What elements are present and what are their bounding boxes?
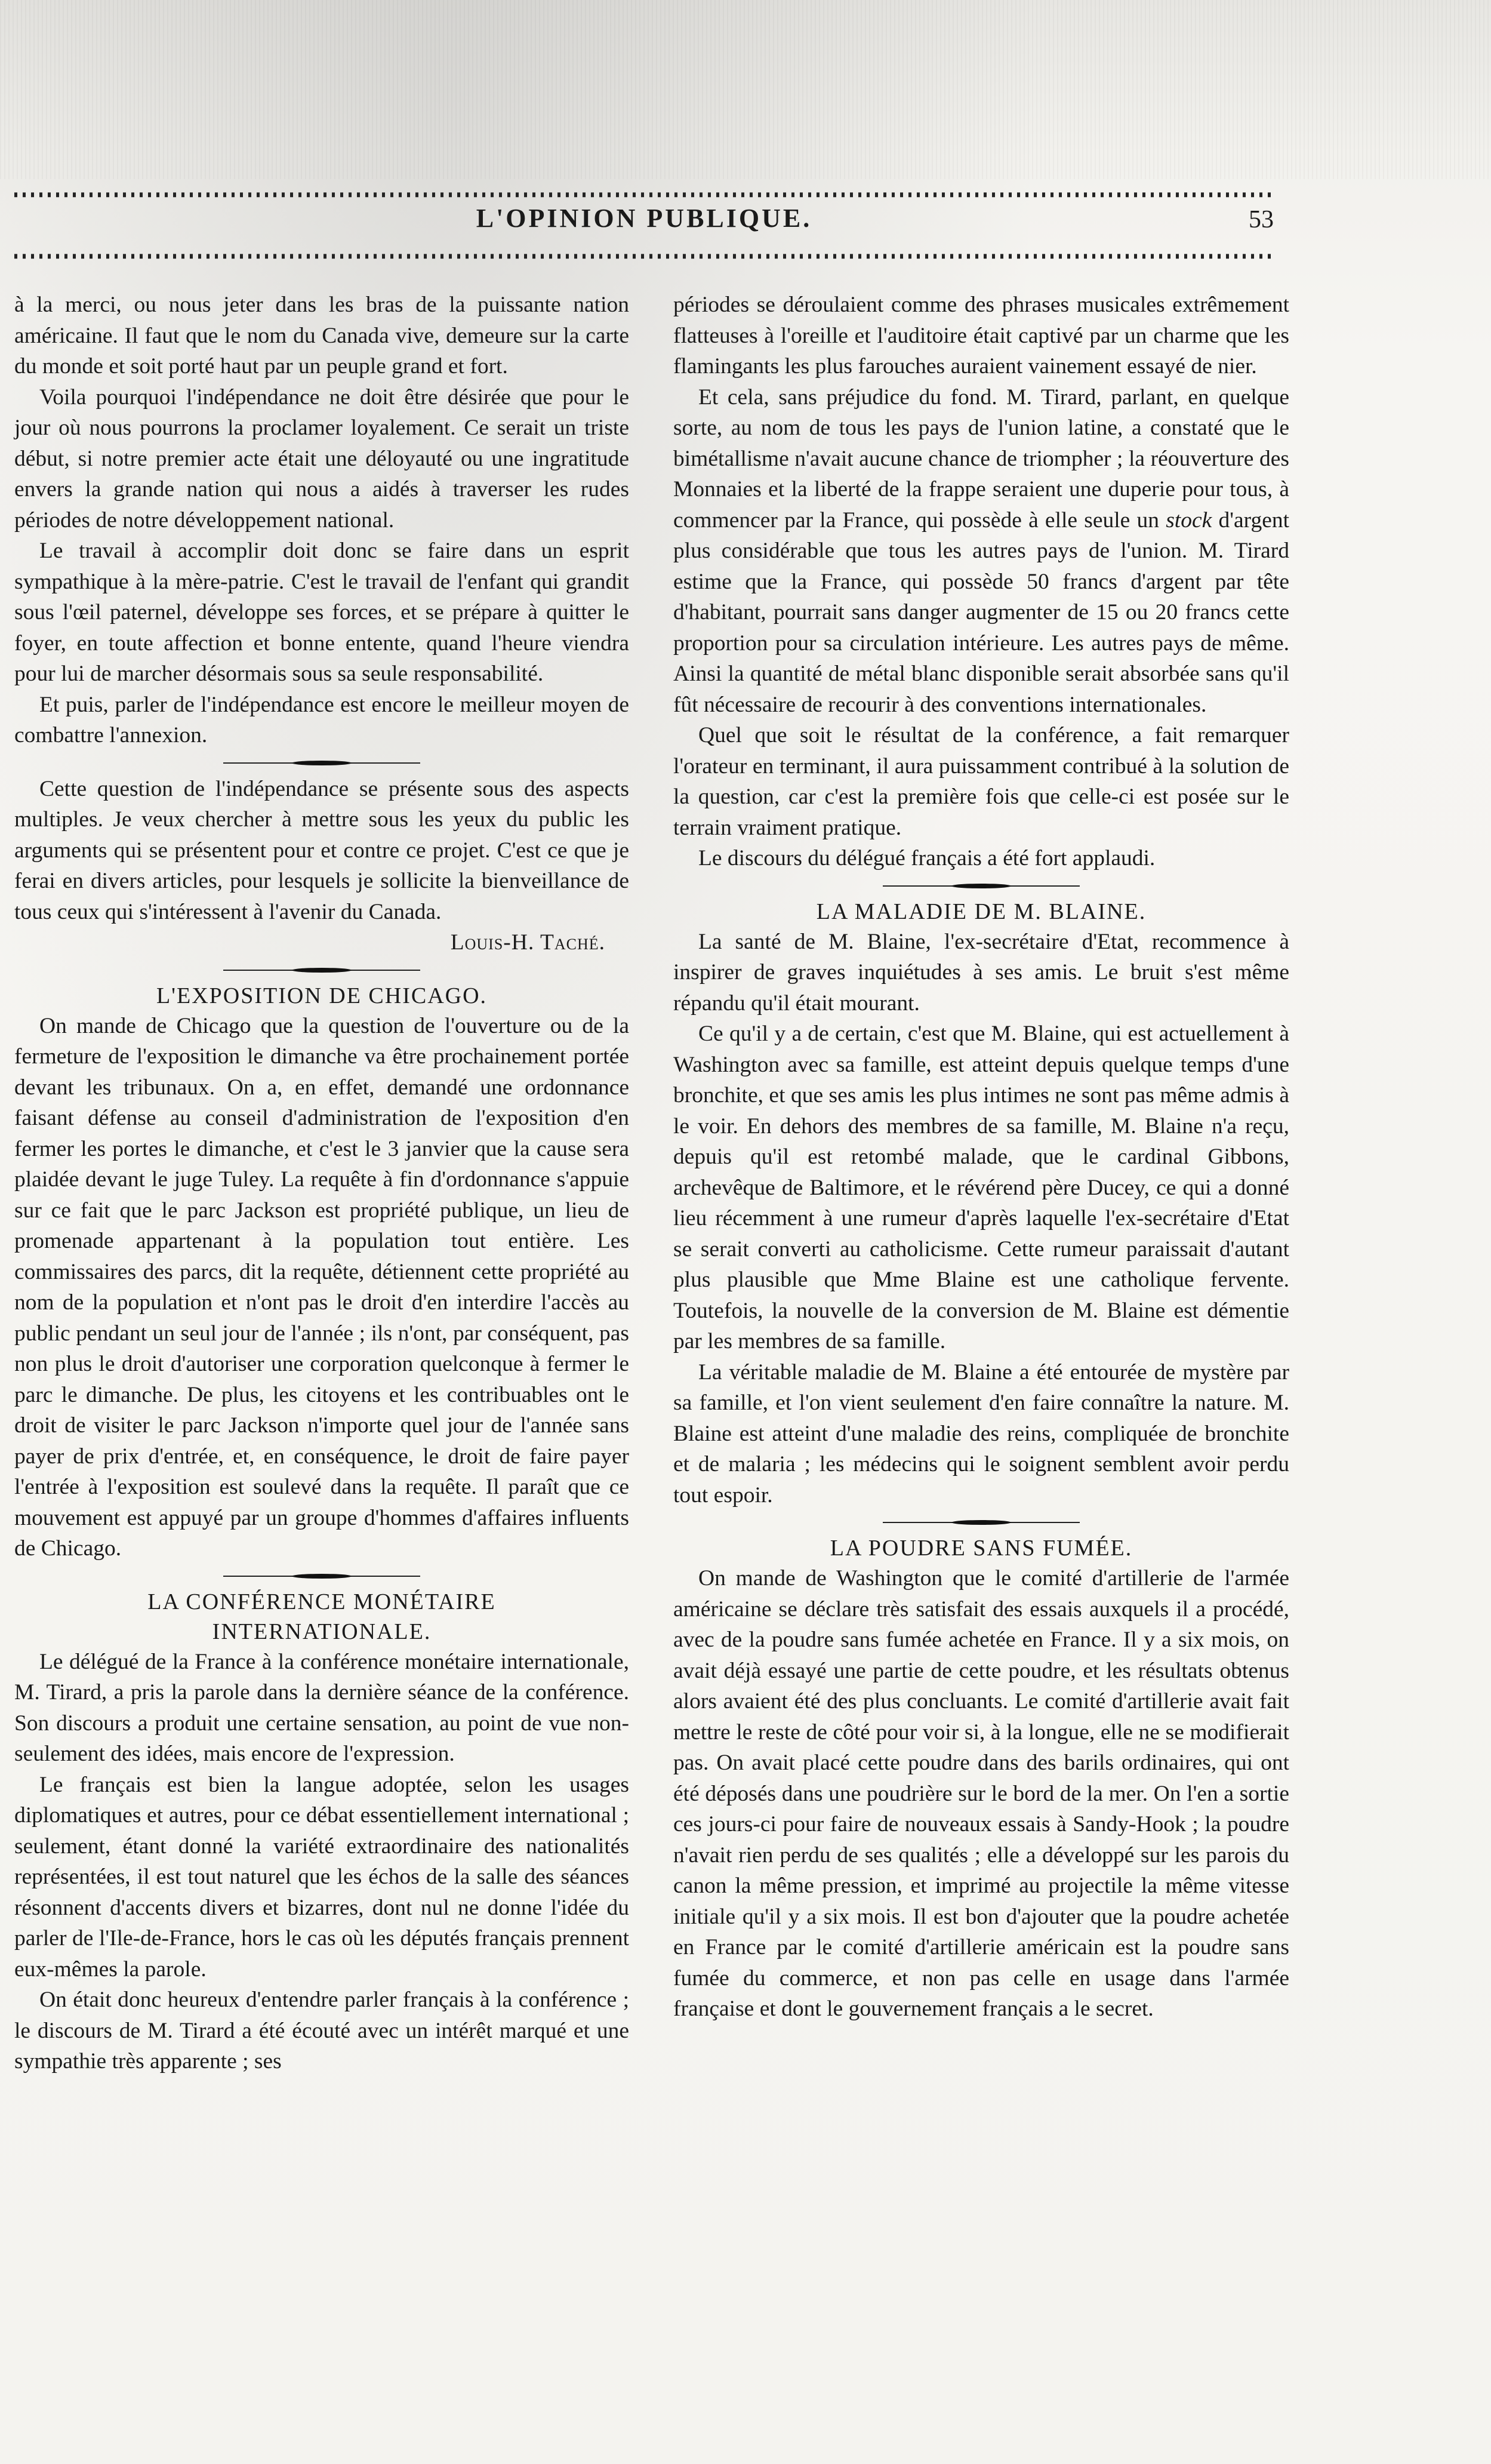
paragraph: Le travail à accomplir doit donc se faire dans un esprit sympathique à la mère-patrie. C'est le travail de l'enfant qui grandit sous l'œil paternel, développe ses forces, et se prépare à quitter le foyer, en toute affection et bonne entente, quand l'heure viendra pour lui de marcher désormais sous sa seule responsabilité.: [14, 539, 629, 686]
article-heading: LA POUDRE SANS FUMÉE.: [830, 1536, 1133, 1561]
paragraph: périodes se déroulaient comme des phrases musicales extrêmement flatteuses à l'oreille et l'auditoire était captivé par un charme que les flamingants les plus farouches auraient vainement essayé de nier.: [673, 293, 1289, 379]
page-number: 53: [1249, 206, 1274, 233]
paragraph: Le délégué de la France à la conférence monétaire internationale, M. Tirard, a pris la parole dans la dernière séance de la conférence. Son discours a produit une certaine sensation, au point de vue non-seulement des idées, mais encore de l'expression.: [14, 1649, 629, 1766]
publication-title: L'OPINION PUBLIQUE.: [476, 204, 812, 233]
paragraph: La véritable maladie de M. Blaine a été entourée de mystère par sa famille, et l'on vient seulement d'en faire connaître la nature. M. Blaine est atteint d'une maladie des reins, compliquée de bronchite et de malaria ; les médecins qui le soignent semblent avoir perdu tout espoir.: [673, 1359, 1289, 1508]
paragraph: Voila pourquoi l'indépendance ne doit être désirée que pour le jour où nous pourrons la proclamer loyalement. Ce serait un triste début, si notre premier acte était une déloyauté ou une ingratitude envers la grande nation qui nous a aidés à traverser les rudes périodes de notre développement national.: [14, 384, 629, 533]
paragraph: On était donc heureux d'entendre parler français à la conférence ; le discours de M. Tirard a été écouté avec un intérêt marqué et une sympathie très apparente ; ses: [14, 1988, 629, 2074]
page-header: [14, 197, 1274, 251]
section-divider: [883, 881, 1080, 891]
italic-word: stock: [1166, 507, 1212, 533]
paragraph: Ce qu'il y a de certain, c'est que M. Blaine, qui est actuellement à Washington avec sa famille, est atteint depuis quelque temps d'une bronchite, et que ses amis les plus intimes ne sont pas même admis à le voir. En dehors des membres de sa famille, M. Blaine n'a reçu, depuis qu'il est retombé malade, que le cardinal Gibbons, archevêque de Baltimore, et le révérend père Ducey, ce qui a donné lieu récemment à une rumeur d'après laquelle l'ex-secrétaire d'Etat se serait converti au catholicisme. Cette rumeur paraissait d'autant plus plausible que Mme Blaine est une catholique fervente. Toutefois, la nouvelle de la conversion de M. Blaine est démentie par les membres de sa famille.: [673, 1022, 1289, 1353]
section-divider: [223, 1571, 420, 1581]
text-run: d'argent plus considérable que tous les autres pays de l'union. M. Tirard estime que la France, qui possède 50 francs d'argent par tête d'habitant, pourrait sans danger augmenter de 15 ou 20 francs cette proportion pour sa circulation intérieure. Les autres pays de même. Ainsi la quantité de métal blanc disponible serait absorbée sans qu'il fût nécessaire de recourir à des conventions internationales.: [673, 507, 1290, 717]
right-column: [673, 290, 1289, 2025]
section-divider: [223, 965, 420, 975]
paragraph: à la merci, ou nous jeter dans les bras de la puissante nation américaine. Il faut que le nom du Canada vive, demeure sur la carte du monde et soit porté haut par un peuple grand et fort.: [14, 293, 629, 379]
article-heading: LA CONFÉRENCE MONÉTAIRE: [147, 1589, 496, 1614]
left-column: [14, 290, 629, 2077]
text-run: Et cela, sans préjudice du fond. M. Tirard, parlant, en quelque sorte, au nom de tous les pays de l'union latine, a constaté que le bimétallisme n'avait aucune chance de triompher ; la réouverture des Monnaies et la liberté de la frappe seraient une duperie pour tous, à commencer par la France, qui possède à elle seule un: [673, 384, 1289, 533]
scan-noise: [0, 0, 1491, 179]
article-heading: L'EXPOSITION DE CHICAGO.: [156, 983, 488, 1008]
section-divider: [883, 1518, 1080, 1527]
paragraph: Et puis, parler de l'indépendance est encore le meilleur moyen de combattre l'annexion.: [14, 692, 629, 747]
paragraph: On mande de Chicago que la question de l'ouverture ou de la fermeture de l'exposition le dimanche va être prochainement portée devant les tribunaux. On a, en effet, demandé une ordonnance faisant défense au conseil d'administration de l'exposition d'en fermer les portes le dimanche, et c'est le 3 janvier que la cause sera plaidée devant le juge Tuley. La requête à fin d'ordonnance s'appuie sur ce fait que le parc Jackson est propriété publique, un lieu de promenade appartenant à la population tout entière. Les commissaires des parcs, dit la requête, détiennent cette propriété au nom de la population et n'ont pas le droit d'en interdire l'accès au public pendant un seul jour de l'année ; ils n'ont, par conséquent, pas non plus le droit d'autoriser une corporation quelconque à fermer le parc le dimanche. De plus, les citoyens et les contribuables ont le droit de visiter le parc Jackson n'importe quel jour de l'année sans payer de prix d'entrée, et, en conséquence, le droit de faire payer l'entrée à l'exposition est soulevé dans la requête. Il paraît que ce mouvement est appuyé par un groupe d'hommes d'affaires influents de Chicago.: [14, 1013, 629, 1561]
author-signature: Louis-H. Taché.: [450, 930, 605, 955]
article-heading: INTERNATIONALE.: [212, 1619, 432, 1644]
paragraph: Le français est bien la langue adoptée, selon les usages diplomatiques et autres, pour ce débat essentiellement international ; seulement, étant donné la variété extraordinaire des nationalités représentées, il est tout naturel que les échos de la salle des séances résonnent d'accents divers et bizarres, dont nul ne donne l'idée du parler de l'Ile-de-France, hors le cas où les députés français prennent eux-mêmes la parole.: [14, 1772, 629, 1982]
article-heading: LA MALADIE DE M. BLAINE.: [816, 899, 1147, 924]
paragraph: Le discours du délégué français a été fort applaudi.: [698, 846, 1156, 870]
section-divider: [223, 758, 420, 768]
paragraph: On mande de Washington que le comité d'artillerie de l'armée américaine se déclare très satisfait des essais auxquels il a procédé, avec de la poudre sans fumée achetée en France. Il y a six mois, on avait déjà essayé une partie de cette poudre, et les résultats obtenus alors avaient été des plus concluants. Le comité d'artillerie avait fait mettre le reste de côté pour voir si, à la longue, elle ne se modifierait pas. On avait placé cette poudre dans des barils ordinaires, qui ont été déposés dans une poudrière sur le bord de la mer. On l'en a sortie ces jours-ci pour faire de nouveaux essais à Sandy-Hook ; la poudre n'avait rien perdu de ses qualités ; elle a développé sur les parois du canon la même pression, et imprimé au projectile la même vitesse initiale qu'il y a six mois. Il est bon d'ajouter que la poudre achetée en France par le comité d'artillerie américain est la poudre sans fumée du commerce, et non pas celle en usage dans l'armée française et dont le gouvernement français a le secret.: [673, 1566, 1289, 2021]
paragraph: [673, 382, 1289, 721]
paragraph: La santé de M. Blaine, l'ex-secrétaire d'Etat, recommence à inspirer de graves inquiétudes à ses amis. Le bruit s'est même répandu qu'il était mourant.: [673, 929, 1289, 1016]
paragraph: Cette question de l'indépendance se présente sous des aspects multiples. Je veux chercher à mettre sous les yeux du public les arguments qui se présentent pour et contre ce projet. C'est ce que je ferai en divers articles, pour lesquels je sollicite la bienveillance de tous ceux qui s'intéressent à l'avenir du Canada.: [14, 776, 629, 924]
paragraph: Quel que soit le résultat de la conférence, a fait remarquer l'orateur en terminant, il aura puissamment contribué à la solution de la question, car c'est la première fois que celle-ci est posée sur le terrain vraiment pratique.: [673, 723, 1289, 840]
